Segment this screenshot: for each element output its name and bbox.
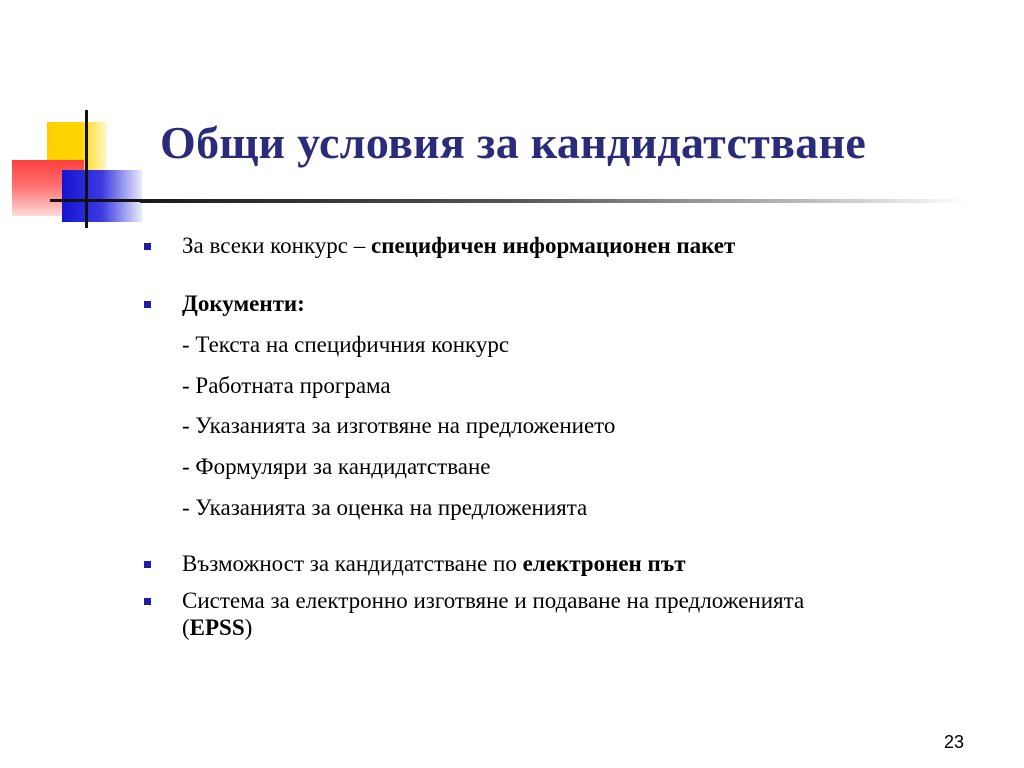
slide-content bbox=[140, 232, 980, 642]
bullet-icon bbox=[144, 598, 151, 605]
paren-open: ( bbox=[182, 615, 190, 641]
bullet-item-epss bbox=[140, 587, 980, 642]
bullet-icon bbox=[144, 301, 151, 308]
bullet-icon bbox=[144, 561, 151, 568]
paren-close: ) bbox=[244, 615, 253, 641]
bullet-bold-text: електронен път bbox=[522, 551, 686, 577]
logo-blue-square bbox=[62, 170, 142, 222]
page-number: 23 bbox=[943, 732, 964, 752]
bullet-text: За всеки конкурс – bbox=[182, 233, 372, 258]
bullet-text: Възможност за кандидатстване по bbox=[182, 551, 523, 577]
logo-vertical-line bbox=[85, 110, 88, 228]
slide-title: Общи условия за кандидатстване bbox=[160, 117, 867, 168]
bullet-item-electronic bbox=[140, 550, 980, 578]
sub-item: - Указанията за изготвяне на предложението bbox=[182, 413, 616, 439]
bullet-bold-text: Документи: bbox=[182, 290, 305, 316]
sub-item: - Указанията за оценка на предложенията bbox=[182, 494, 588, 520]
bullet-item-documents bbox=[140, 290, 980, 318]
sub-item: - Формуляри за кандидатстване bbox=[182, 453, 491, 479]
sub-item: - Текста на специфичния конкурс bbox=[182, 332, 510, 358]
bullet-icon bbox=[144, 243, 151, 250]
sub-item: - Работната програма bbox=[182, 372, 391, 398]
bullet-item-info-package bbox=[140, 232, 980, 260]
bullet-text: Система за електронно изготвяне и подаване на предложенията bbox=[182, 587, 805, 613]
bullet-bold-text: специфичен информационен пакет bbox=[371, 233, 736, 258]
decorative-logo bbox=[0, 100, 150, 240]
title-divider bbox=[140, 199, 970, 203]
epss-acronym: EPSS bbox=[189, 615, 245, 641]
